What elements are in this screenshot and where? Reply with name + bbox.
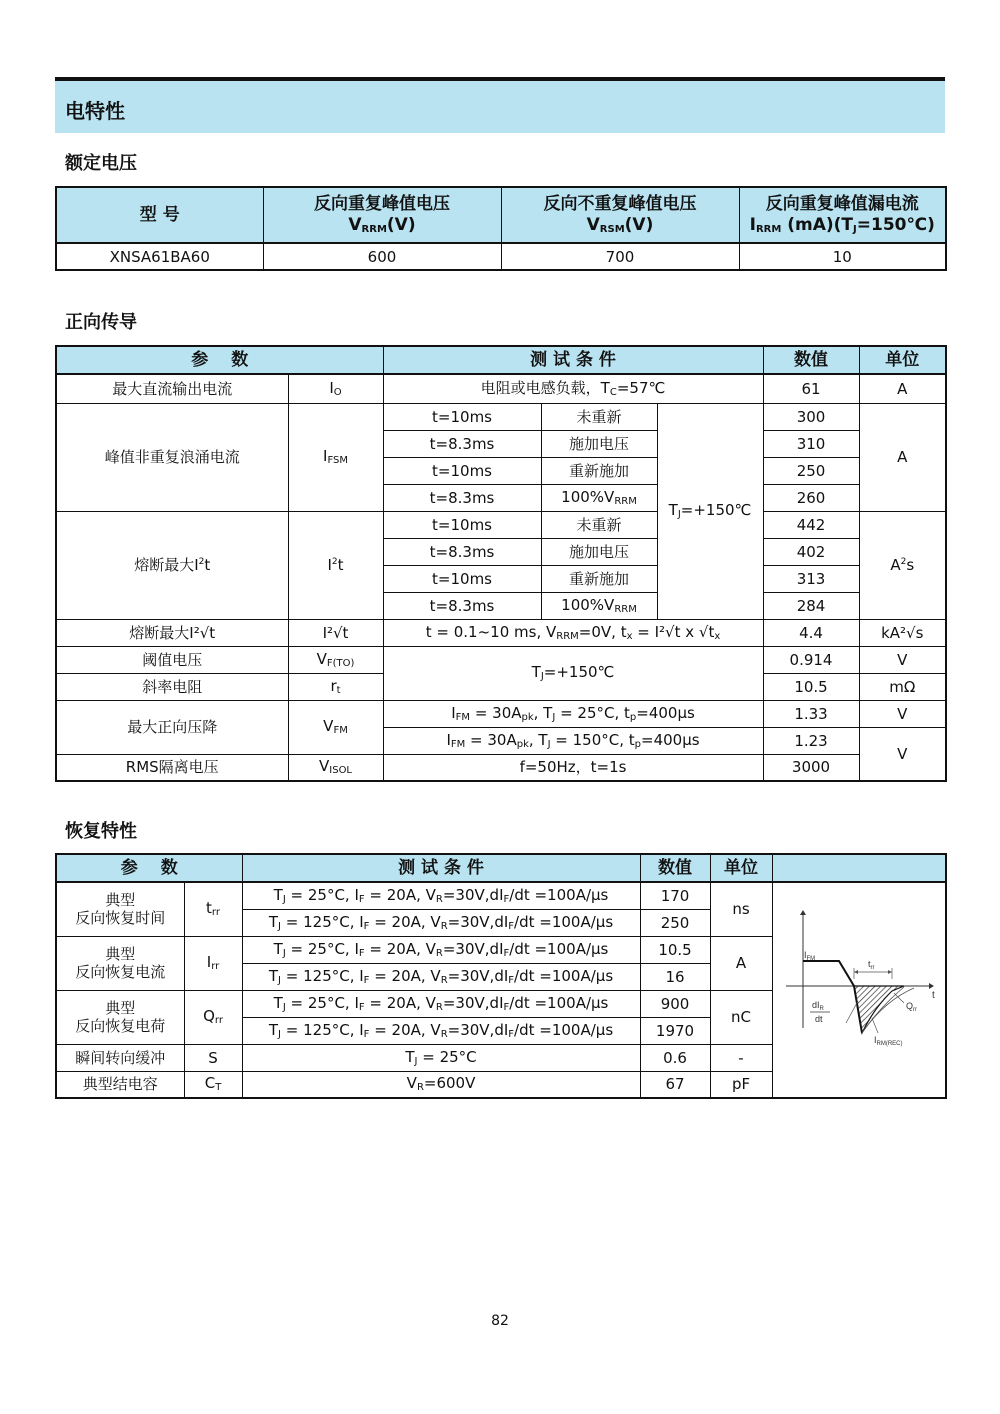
cond-125: $T_J = 125^\circ C$, $I_F = 20A$, $V_R=30V,dI_F/dt =100A/\mu s$ <box>242 963 640 990</box>
cond-time: t=10ms <box>383 511 541 538</box>
cond-mode: 施加电压 <box>541 430 657 457</box>
param-unit: $A^2s$ <box>859 511 946 619</box>
current-waveform <box>803 961 862 1033</box>
param-symbol: $V_{ISOL}$ <box>288 754 383 781</box>
cond-time: t=10ms <box>383 403 541 430</box>
rated-voltage-table <box>55 186 947 271</box>
param-name: 典型 反向恢复电荷 <box>56 990 184 1044</box>
table-row <box>56 754 946 781</box>
param-value: 402 <box>763 538 859 565</box>
cond-mode: 重新施加 <box>541 457 657 484</box>
cond-time: t=8.3ms <box>383 430 541 457</box>
table-row <box>56 374 946 403</box>
t-axis-label: t <box>931 990 935 1001</box>
param-value: 67 <box>640 1071 710 1098</box>
recovery-waveform-diagram <box>772 882 946 1098</box>
param-value: 170 <box>640 882 710 909</box>
cond-125: $T_J = 125^\circ C$, $I_F = 20A$, $V_R=30V,dI_F/dt =100A/\mu s$ <box>242 909 640 936</box>
page-number: 82 <box>491 1313 509 1329</box>
param-value: 250 <box>763 457 859 484</box>
cond-time: t=10ms <box>383 565 541 592</box>
dir-label: $dI_R$ <box>811 1000 824 1012</box>
h-param: 参 数 <box>56 346 383 374</box>
param-value: 0.914 <box>763 646 859 673</box>
param-symbol: $V_{F(TO)}$ <box>288 646 383 673</box>
param-name: RMS隔离电压 <box>56 754 288 781</box>
param-symbol: $Q_{rr}$ <box>184 990 242 1044</box>
param-name: 瞬间转向缓冲 <box>56 1044 184 1071</box>
irrm-cell: 10 <box>739 243 946 270</box>
table-row <box>56 403 946 430</box>
param-unit: ns <box>710 882 772 936</box>
param-symbol: $I_O$ <box>288 374 383 403</box>
param-value: 260 <box>763 484 859 511</box>
table-row <box>56 646 946 673</box>
param-symbol: $C_T$ <box>184 1071 242 1098</box>
cond-time: t=10ms <box>383 457 541 484</box>
col-vrsm: 反向不重复峰值电压 $V_{RSM}(V)$ <box>501 187 739 243</box>
recovery-table <box>55 853 947 1099</box>
param-value: 10.5 <box>640 936 710 963</box>
param-name: 典型结电容 <box>56 1071 184 1098</box>
table-row <box>56 700 946 727</box>
param-unit: V <box>859 727 946 781</box>
param-value: 300 <box>763 403 859 430</box>
param-name: 阈值电压 <box>56 646 288 673</box>
param-cond: $V_R=600V$ <box>242 1071 640 1098</box>
h-unit: 单位 <box>859 346 946 374</box>
h-value: 数值 <box>640 854 710 882</box>
h-param: 参 数 <box>56 854 242 882</box>
h-diagram <box>772 854 946 882</box>
cond-tj: $T_J=+150℃$ <box>657 403 763 619</box>
param-symbol: I²√t <box>288 619 383 646</box>
param-value: 284 <box>763 592 859 619</box>
cond-mode: $100\%V_{RRM}$ <box>541 592 657 619</box>
param-cond: t = 0.1~10 ms, $V_{RRM}=0V$, $t_x = I^2√t$ x $√t_x$ <box>383 619 763 646</box>
param-value: 16 <box>640 963 710 990</box>
param-symbol: $r_t$ <box>288 673 383 700</box>
param-name: 峰值非重复浪涌电流 <box>56 403 288 511</box>
param-name: 熔断最大I²√t <box>56 619 288 646</box>
param-symbol: $I_{FSM}$ <box>288 403 383 511</box>
param-cond: $I_{FM} = 30A_{pk}$, $T_J = 25^\circ C$, $t_p=400\mu s$ <box>383 700 763 727</box>
param-unit: kA²√s <box>859 619 946 646</box>
forward-table <box>55 345 947 782</box>
qrr-label: $Q_{rr}$ <box>905 1001 917 1013</box>
cond-mode: 未重新 <box>541 403 657 430</box>
param-value: 442 <box>763 511 859 538</box>
table-row <box>56 511 946 538</box>
model-cell: XNSA61BA60 <box>56 243 263 270</box>
param-value: 900 <box>640 990 710 1017</box>
param-symbol: $I_{rr}$ <box>184 936 242 990</box>
trr-label: $t_{rr}$ <box>867 959 875 971</box>
param-name: 熔断最大$I^2t$ <box>56 511 288 619</box>
table-row <box>56 243 946 270</box>
param-name: 典型 反向恢复时间 <box>56 882 184 936</box>
param-value: 250 <box>640 909 710 936</box>
param-symbol: $V_{FM}$ <box>288 700 383 754</box>
col-vrrm: 反向重复峰值电压 $V_{RRM}(V)$ <box>263 187 501 243</box>
param-cond: $I_{FM} = 30A_{pk}$, $T_J = 150^\circ C$, $t_p=400\mu s$ <box>383 727 763 754</box>
ifm-label: $I_{FM}$ <box>803 950 815 962</box>
vrsm-cell: 700 <box>501 243 739 270</box>
table-row <box>56 882 946 909</box>
param-cond: f=50Hz，t=1s <box>383 754 763 781</box>
param-value: 1.23 <box>763 727 859 754</box>
cond-mode: 施加电压 <box>541 538 657 565</box>
param-unit: pF <box>710 1071 772 1098</box>
param-unit: A <box>710 936 772 990</box>
cond-mode: 未重新 <box>541 511 657 538</box>
irm-label: $I_{RM(REC)}$ <box>873 1035 903 1047</box>
param-value: 1970 <box>640 1017 710 1044</box>
cond-mode: 重新施加 <box>541 565 657 592</box>
cond-mode: $100\%V_{RRM}$ <box>541 484 657 511</box>
param-value: 0.6 <box>640 1044 710 1071</box>
param-cond: $T_J=+150℃$ <box>383 646 763 700</box>
vrrm-cell: 600 <box>263 243 501 270</box>
dt-label: dt <box>814 1014 823 1024</box>
param-name: 斜率电阻 <box>56 673 288 700</box>
param-unit: - <box>710 1044 772 1071</box>
param-unit: nC <box>710 990 772 1044</box>
param-unit: mΩ <box>859 673 946 700</box>
cond-25: $T_J = 25^\circ C$, $I_F = 20A$, $V_R=30V,dI_F/dt =100A/\mu s$ <box>242 990 640 1017</box>
h-unit: 单位 <box>710 854 772 882</box>
param-unit: V <box>859 646 946 673</box>
param-symbol: $I^2t$ <box>288 511 383 619</box>
cond-125: $T_J = 125^\circ C$, $I_F = 20A$, $V_R=30V,dI_F/dt =100A/\mu s$ <box>242 1017 640 1044</box>
recovery-heading: 恢复特性 <box>65 821 137 842</box>
cond-25: $T_J = 25^\circ C$, $I_F = 20A$, $V_R=30V,dI_F/dt =100A/\mu s$ <box>242 936 640 963</box>
param-unit: V <box>859 700 946 727</box>
param-symbol: $t_{rr}$ <box>184 882 242 936</box>
cond-time: t=8.3ms <box>383 484 541 511</box>
section-header <box>55 81 945 133</box>
forward-heading: 正向传导 <box>65 312 137 333</box>
param-name: 最大正向压降 <box>56 700 288 754</box>
param-value: 4.4 <box>763 619 859 646</box>
param-value: 310 <box>763 430 859 457</box>
param-name: 最大直流输出电流 <box>56 374 288 403</box>
param-unit: A <box>859 374 946 403</box>
cond-time: t=8.3ms <box>383 538 541 565</box>
param-value: 313 <box>763 565 859 592</box>
param-cond: $T_J = 25^\circ C$ <box>242 1044 640 1071</box>
param-value: 61 <box>763 374 859 403</box>
param-symbol: S <box>184 1044 242 1071</box>
reverse-recovery-waveform <box>774 883 944 1093</box>
param-value: 3000 <box>763 754 859 781</box>
table-row <box>56 619 946 646</box>
cond-time: t=8.3ms <box>383 592 541 619</box>
cond-25: $T_J = 25^\circ C$, $I_F = 20A$, $V_R=30V,dI_F/dt =100A/\mu s$ <box>242 882 640 909</box>
param-value: 1.33 <box>763 700 859 727</box>
col-irrm: 反向重复峰值漏电流 $I_{RRM}$ $(mA)(T_J=150℃)$ <box>739 187 946 243</box>
h-cond: 测 试 条 件 <box>383 346 763 374</box>
section-title: 电特性 <box>65 99 125 123</box>
param-unit: A <box>859 403 946 511</box>
h-value: 数值 <box>763 346 859 374</box>
param-value: 10.5 <box>763 673 859 700</box>
param-name: 典型 反向恢复电流 <box>56 936 184 990</box>
h-cond: 测 试 条 件 <box>242 854 640 882</box>
col-model: 型 号 <box>56 187 263 243</box>
rated-voltage-heading: 额定电压 <box>65 153 137 174</box>
param-cond: 电阻或电感负载，$T_C=57℃$ <box>383 374 763 403</box>
